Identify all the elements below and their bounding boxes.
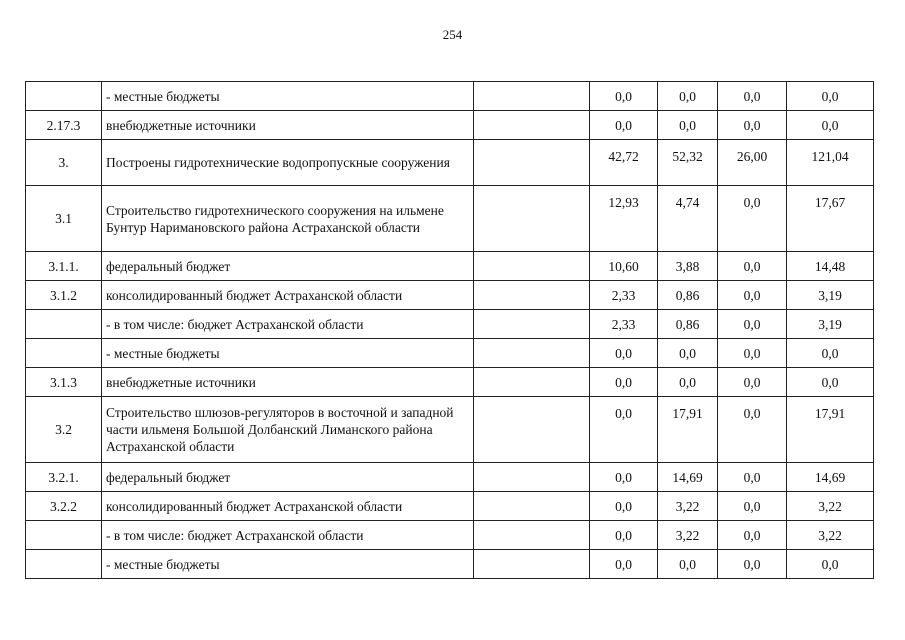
row-number bbox=[26, 550, 102, 579]
table-row bbox=[26, 111, 874, 140]
row-value-total: 3,22 bbox=[787, 521, 874, 550]
row-value-3: 0,0 bbox=[718, 186, 787, 252]
row-number: 3.2 bbox=[26, 397, 102, 463]
row-value-total: 0,0 bbox=[787, 368, 874, 397]
table-row bbox=[26, 339, 874, 368]
row-value-2: 4,74 bbox=[658, 186, 718, 252]
row-executor bbox=[474, 550, 590, 579]
row-value-total: 0,0 bbox=[787, 111, 874, 140]
row-value-3: 0,0 bbox=[718, 463, 787, 492]
row-number bbox=[26, 339, 102, 368]
row-executor bbox=[474, 252, 590, 281]
row-value-1: 12,93 bbox=[590, 186, 658, 252]
row-value-2: 0,0 bbox=[658, 550, 718, 579]
row-value-1: 0,0 bbox=[590, 397, 658, 463]
row-value-3: 0,0 bbox=[718, 368, 787, 397]
table-row bbox=[26, 281, 874, 310]
row-value-total: 0,0 bbox=[787, 82, 874, 111]
row-value-3: 0,0 bbox=[718, 310, 787, 339]
row-value-1: 0,0 bbox=[590, 492, 658, 521]
row-number bbox=[26, 310, 102, 339]
row-executor bbox=[474, 397, 590, 463]
row-value-3: 0,0 bbox=[718, 521, 787, 550]
row-value-1: 0,0 bbox=[590, 111, 658, 140]
row-name: федеральный бюджет bbox=[102, 463, 474, 492]
row-executor bbox=[474, 281, 590, 310]
row-value-total: 3,19 bbox=[787, 310, 874, 339]
row-value-2: 0,0 bbox=[658, 82, 718, 111]
row-name: - в том числе: бюджет Астраханской области bbox=[102, 521, 474, 550]
row-executor bbox=[474, 492, 590, 521]
row-value-1: 2,33 bbox=[590, 310, 658, 339]
row-name: Строительство гидротехнического сооружения на ильмене Бунтур Наримановского района Астраханской области bbox=[102, 186, 474, 252]
row-value-2: 0,0 bbox=[658, 368, 718, 397]
table-row bbox=[26, 463, 874, 492]
row-executor bbox=[474, 186, 590, 252]
page-number: 254 bbox=[442, 27, 463, 42]
row-name: консолидированный бюджет Астраханской области bbox=[102, 492, 474, 521]
row-value-3: 0,0 bbox=[718, 111, 787, 140]
table-row bbox=[26, 521, 874, 550]
row-value-2: 3,22 bbox=[658, 521, 718, 550]
row-value-2: 52,32 bbox=[658, 140, 718, 186]
row-value-3: 0,0 bbox=[718, 252, 787, 281]
row-number: 3.1.2 bbox=[26, 281, 102, 310]
row-value-total: 17,67 bbox=[787, 186, 874, 252]
row-number bbox=[26, 521, 102, 550]
row-value-2: 3,22 bbox=[658, 492, 718, 521]
row-name: - в том числе: бюджет Астраханской области bbox=[102, 310, 474, 339]
row-value-3: 26,00 bbox=[718, 140, 787, 186]
table-row bbox=[26, 140, 874, 186]
row-number: 3.1 bbox=[26, 186, 102, 252]
row-value-3: 0,0 bbox=[718, 82, 787, 111]
table-row bbox=[26, 82, 874, 111]
row-value-1: 0,0 bbox=[590, 82, 658, 111]
row-name: - местные бюджеты bbox=[102, 82, 474, 111]
row-executor bbox=[474, 111, 590, 140]
row-value-3: 0,0 bbox=[718, 281, 787, 310]
row-value-3: 0,0 bbox=[718, 492, 787, 521]
row-value-1: 0,0 bbox=[590, 521, 658, 550]
row-value-1: 0,0 bbox=[590, 339, 658, 368]
row-value-3: 0,0 bbox=[718, 339, 787, 368]
row-value-1: 42,72 bbox=[590, 140, 658, 186]
row-value-total: 0,0 bbox=[787, 339, 874, 368]
table-row bbox=[26, 550, 874, 579]
row-executor bbox=[474, 82, 590, 111]
row-value-2: 0,0 bbox=[658, 339, 718, 368]
row-name: федеральный бюджет bbox=[102, 252, 474, 281]
row-number: 2.17.3 bbox=[26, 111, 102, 140]
row-value-3: 0,0 bbox=[718, 397, 787, 463]
row-number: 3.2.2 bbox=[26, 492, 102, 521]
table-row bbox=[26, 252, 874, 281]
row-value-2: 0,86 bbox=[658, 281, 718, 310]
row-value-total: 3,19 bbox=[787, 281, 874, 310]
row-name: внебюджетные источники bbox=[102, 111, 474, 140]
table-row bbox=[26, 368, 874, 397]
row-name: - местные бюджеты bbox=[102, 339, 474, 368]
row-value-total: 0,0 bbox=[787, 550, 874, 579]
row-executor bbox=[474, 140, 590, 186]
row-value-2: 17,91 bbox=[658, 397, 718, 463]
row-value-1: 0,0 bbox=[590, 550, 658, 579]
row-executor bbox=[474, 310, 590, 339]
row-executor bbox=[474, 463, 590, 492]
row-number: 3.1.1. bbox=[26, 252, 102, 281]
row-number: 3.1.3 bbox=[26, 368, 102, 397]
row-executor bbox=[474, 339, 590, 368]
row-number: 3. bbox=[26, 140, 102, 186]
row-value-total: 121,04 bbox=[787, 140, 874, 186]
table-row bbox=[26, 492, 874, 521]
row-value-total: 17,91 bbox=[787, 397, 874, 463]
budget-table bbox=[25, 81, 874, 579]
row-value-1: 2,33 bbox=[590, 281, 658, 310]
row-value-2: 14,69 bbox=[658, 463, 718, 492]
row-value-2: 0,86 bbox=[658, 310, 718, 339]
row-value-total: 14,69 bbox=[787, 463, 874, 492]
row-name: консолидированный бюджет Астраханской области bbox=[102, 281, 474, 310]
row-executor bbox=[474, 521, 590, 550]
row-value-total: 3,22 bbox=[787, 492, 874, 521]
row-value-1: 0,0 bbox=[590, 368, 658, 397]
row-name: Строительство шлюзов-регуляторов в восточной и западной части ильменя Большой Долбанский Лиманского района Астраханской области bbox=[102, 397, 474, 463]
row-name: внебюджетные источники bbox=[102, 368, 474, 397]
row-name: Построены гидротехнические водопропускные сооружения bbox=[102, 140, 474, 186]
row-value-1: 10,60 bbox=[590, 252, 658, 281]
table-row bbox=[26, 310, 874, 339]
table-row bbox=[26, 397, 874, 463]
row-value-2: 0,0 bbox=[658, 111, 718, 140]
row-number: 3.2.1. bbox=[26, 463, 102, 492]
table-row bbox=[26, 186, 874, 252]
row-number bbox=[26, 82, 102, 111]
row-value-total: 14,48 bbox=[787, 252, 874, 281]
row-value-3: 0,0 bbox=[718, 550, 787, 579]
row-value-1: 0,0 bbox=[590, 463, 658, 492]
row-executor bbox=[474, 368, 590, 397]
row-value-2: 3,88 bbox=[658, 252, 718, 281]
row-name: - местные бюджеты bbox=[102, 550, 474, 579]
